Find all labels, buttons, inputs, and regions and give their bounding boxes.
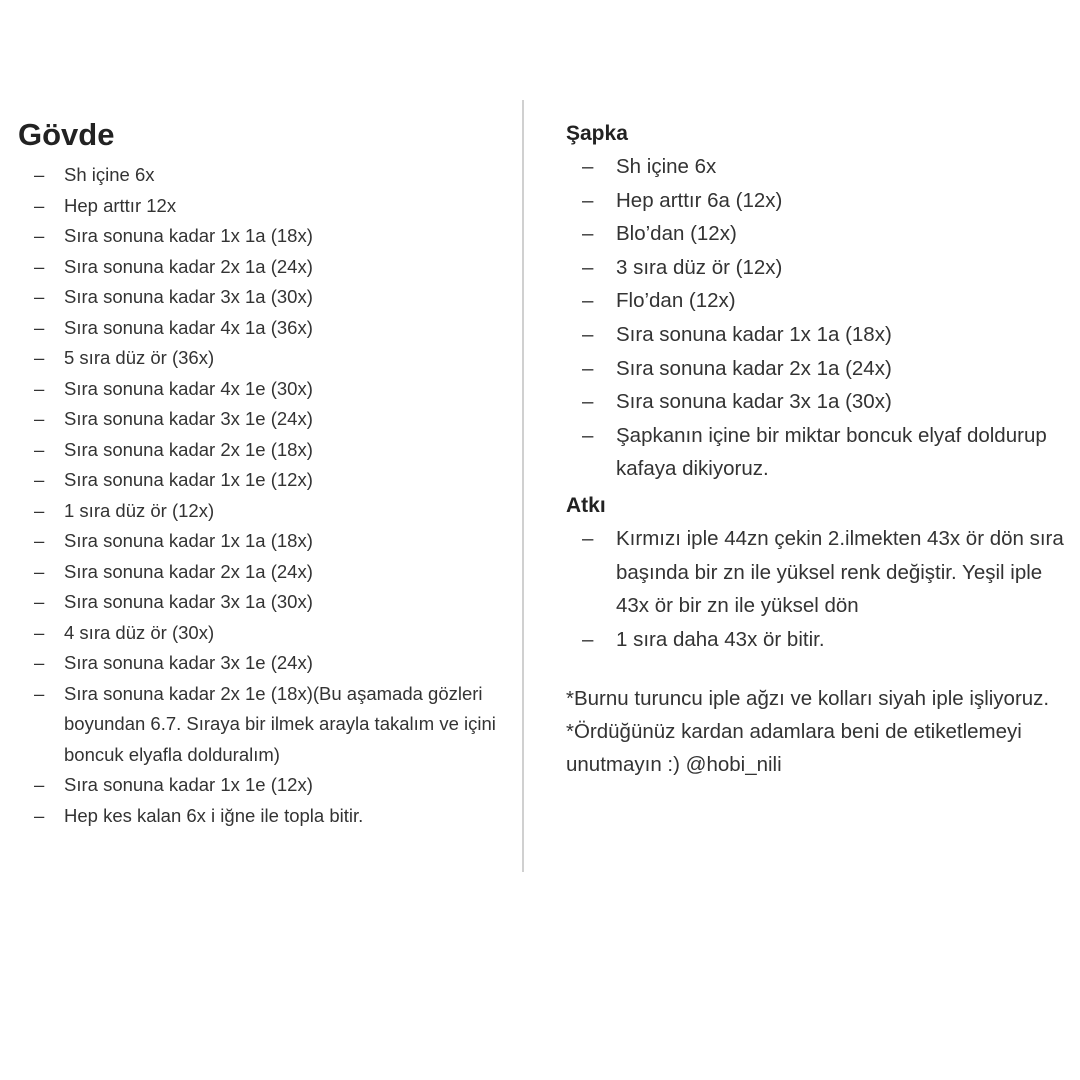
note-text: *Ördüğünüz kardan adamlara beni de etiketlemeyi unutmayın :) @hobi_nili <box>566 720 1022 777</box>
step-text: Hep arttır 12x <box>64 194 177 216</box>
notes-section <box>566 682 1066 781</box>
list-item <box>18 770 508 801</box>
list-item <box>566 419 1066 486</box>
dash-bullet: – <box>582 627 594 651</box>
step-text: Sıra sonuna kadar 2x 1e (18x)(Bu aşamada gözleri boyundan 6.7. Sıraya bir ilmek arayla takalım ve içini boncuk elyafla dolduralım) <box>64 682 496 765</box>
dash-bullet: – <box>582 390 594 414</box>
step-text: Sıra sonuna kadar 2x 1a (24x) <box>64 560 313 582</box>
dash-bullet: – <box>582 526 594 550</box>
step-text: 1 sıra düz ör (12x) <box>64 499 215 521</box>
dash-bullet: – <box>34 164 45 185</box>
dash-bullet: – <box>34 255 45 277</box>
dash-bullet: – <box>34 438 45 460</box>
list-item <box>18 679 508 771</box>
step-text: Sıra sonuna kadar 3x 1a (30x) <box>64 591 313 612</box>
step-text: Sıra sonuna kadar 1x 1e (12x) <box>64 469 313 490</box>
dash-bullet: – <box>582 188 594 212</box>
step-text: Sıra sonuna kadar 1x 1a (18x) <box>64 530 313 551</box>
list-item <box>18 252 508 283</box>
dash-bullet: – <box>582 155 594 178</box>
dash-bullet: – <box>34 469 45 490</box>
step-text: Sıra sonuna kadar 2x 1a (24x) <box>616 356 892 380</box>
step-text: Sıra sonuna kadar 2x 1e (18x) <box>64 438 313 460</box>
list-item <box>18 191 508 222</box>
list-item <box>566 318 1066 352</box>
dash-bullet: – <box>34 408 45 429</box>
list-item <box>566 150 1066 184</box>
step-text: Hep arttır 6a (12x) <box>616 188 783 212</box>
list-item <box>18 557 508 588</box>
dash-bullet: – <box>34 530 45 551</box>
list-item <box>18 618 508 649</box>
step-text: Sh içine 6x <box>64 164 155 185</box>
list-item <box>18 343 508 374</box>
sapka-title: Şapka <box>566 122 628 145</box>
list-item <box>18 496 508 527</box>
dash-bullet: – <box>34 652 45 673</box>
list-item <box>18 648 508 679</box>
step-text: Blo’dan (12x) <box>616 222 737 246</box>
govde-steps <box>18 160 508 831</box>
dash-bullet: – <box>34 347 45 368</box>
list-item <box>18 526 508 557</box>
list-item <box>566 623 1066 657</box>
atki-section <box>566 490 1066 656</box>
dash-bullet: – <box>582 289 594 313</box>
list-item <box>18 313 508 344</box>
column-divider <box>522 100 524 872</box>
step-text: Sıra sonuna kadar 3x 1e (24x) <box>64 408 313 429</box>
sapka-section <box>566 118 1066 486</box>
dash-bullet: – <box>34 621 45 643</box>
govde-title: Gövde <box>18 117 115 152</box>
list-item <box>18 282 508 313</box>
step-text: Sıra sonuna kadar 3x 1a (30x) <box>616 390 892 414</box>
right-column <box>566 118 1066 781</box>
atki-title: Atkı <box>566 493 606 517</box>
list-item <box>566 184 1066 218</box>
dash-bullet: – <box>582 356 594 380</box>
step-text: Şapkanın içine bir miktar boncuk elyaf doldurup kafaya dikiyoruz. <box>616 423 1047 481</box>
step-text: Sıra sonuna kadar 1x 1a (18x) <box>64 225 313 246</box>
step-text: Sıra sonuna kadar 2x 1a (24x) <box>64 255 313 277</box>
dash-bullet: – <box>34 560 45 582</box>
step-text: Sıra sonuna kadar 3x 1a (30x) <box>64 286 313 307</box>
step-text: Sıra sonuna kadar 1x 1e (12x) <box>64 774 313 795</box>
list-item <box>18 221 508 252</box>
list-item <box>18 801 508 832</box>
list-item <box>566 385 1066 419</box>
list-item <box>566 352 1066 386</box>
step-text: Sıra sonuna kadar 4x 1e (30x) <box>64 377 313 399</box>
step-text: 4 sıra düz ör (30x) <box>64 621 215 643</box>
dash-bullet: – <box>34 499 45 521</box>
govde-section <box>18 116 508 831</box>
list-item <box>18 465 508 496</box>
list-item <box>566 251 1066 285</box>
step-text: 5 sıra düz ör (36x) <box>64 347 215 368</box>
list-item <box>18 435 508 466</box>
step-text: 1 sıra daha 43x ör bitir. <box>616 627 825 651</box>
atki-steps <box>566 522 1066 656</box>
dash-bullet: – <box>34 194 45 216</box>
list-item <box>18 160 508 191</box>
step-text: Kırmızı iple 44zn çekin 2.ilmekten 43x ör dön sıra başında bir zn ile yüksel renk değiştir. Yeşil iple 43x ör bir zn ile yüksel dön <box>616 526 1064 618</box>
note-text: *Burnu turuncu iple ağzı ve kolları siyah iple işliyoruz. <box>566 687 1050 711</box>
list-item <box>566 522 1066 623</box>
dash-bullet: – <box>34 377 45 399</box>
sapka-steps <box>566 150 1066 486</box>
dash-bullet: – <box>34 286 45 307</box>
list-item <box>566 217 1066 251</box>
step-text: Sıra sonuna kadar 4x 1a (36x) <box>64 316 313 338</box>
list-item <box>18 587 508 618</box>
list-item <box>18 374 508 405</box>
step-text: Sh içine 6x <box>616 155 717 178</box>
dash-bullet: – <box>34 591 45 612</box>
dash-bullet: – <box>34 316 45 338</box>
dash-bullet: – <box>582 322 594 346</box>
dash-bullet: – <box>34 804 45 826</box>
step-text: Flo’dan (12x) <box>616 289 736 313</box>
dash-bullet: – <box>582 222 594 246</box>
dash-bullet: – <box>34 225 45 246</box>
step-text: Sıra sonuna kadar 3x 1e (24x) <box>64 652 313 673</box>
step-text: Hep kes kalan 6x i iğne ile topla bitir. <box>64 804 364 826</box>
step-text: Sıra sonuna kadar 1x 1a (18x) <box>616 322 892 346</box>
dash-bullet: – <box>582 255 594 279</box>
dash-bullet: – <box>34 774 45 795</box>
dash-bullet: – <box>582 423 594 447</box>
list-item <box>18 404 508 435</box>
step-text: 3 sıra düz ör (12x) <box>616 255 783 279</box>
list-item <box>566 284 1066 318</box>
dash-bullet: – <box>34 682 45 704</box>
